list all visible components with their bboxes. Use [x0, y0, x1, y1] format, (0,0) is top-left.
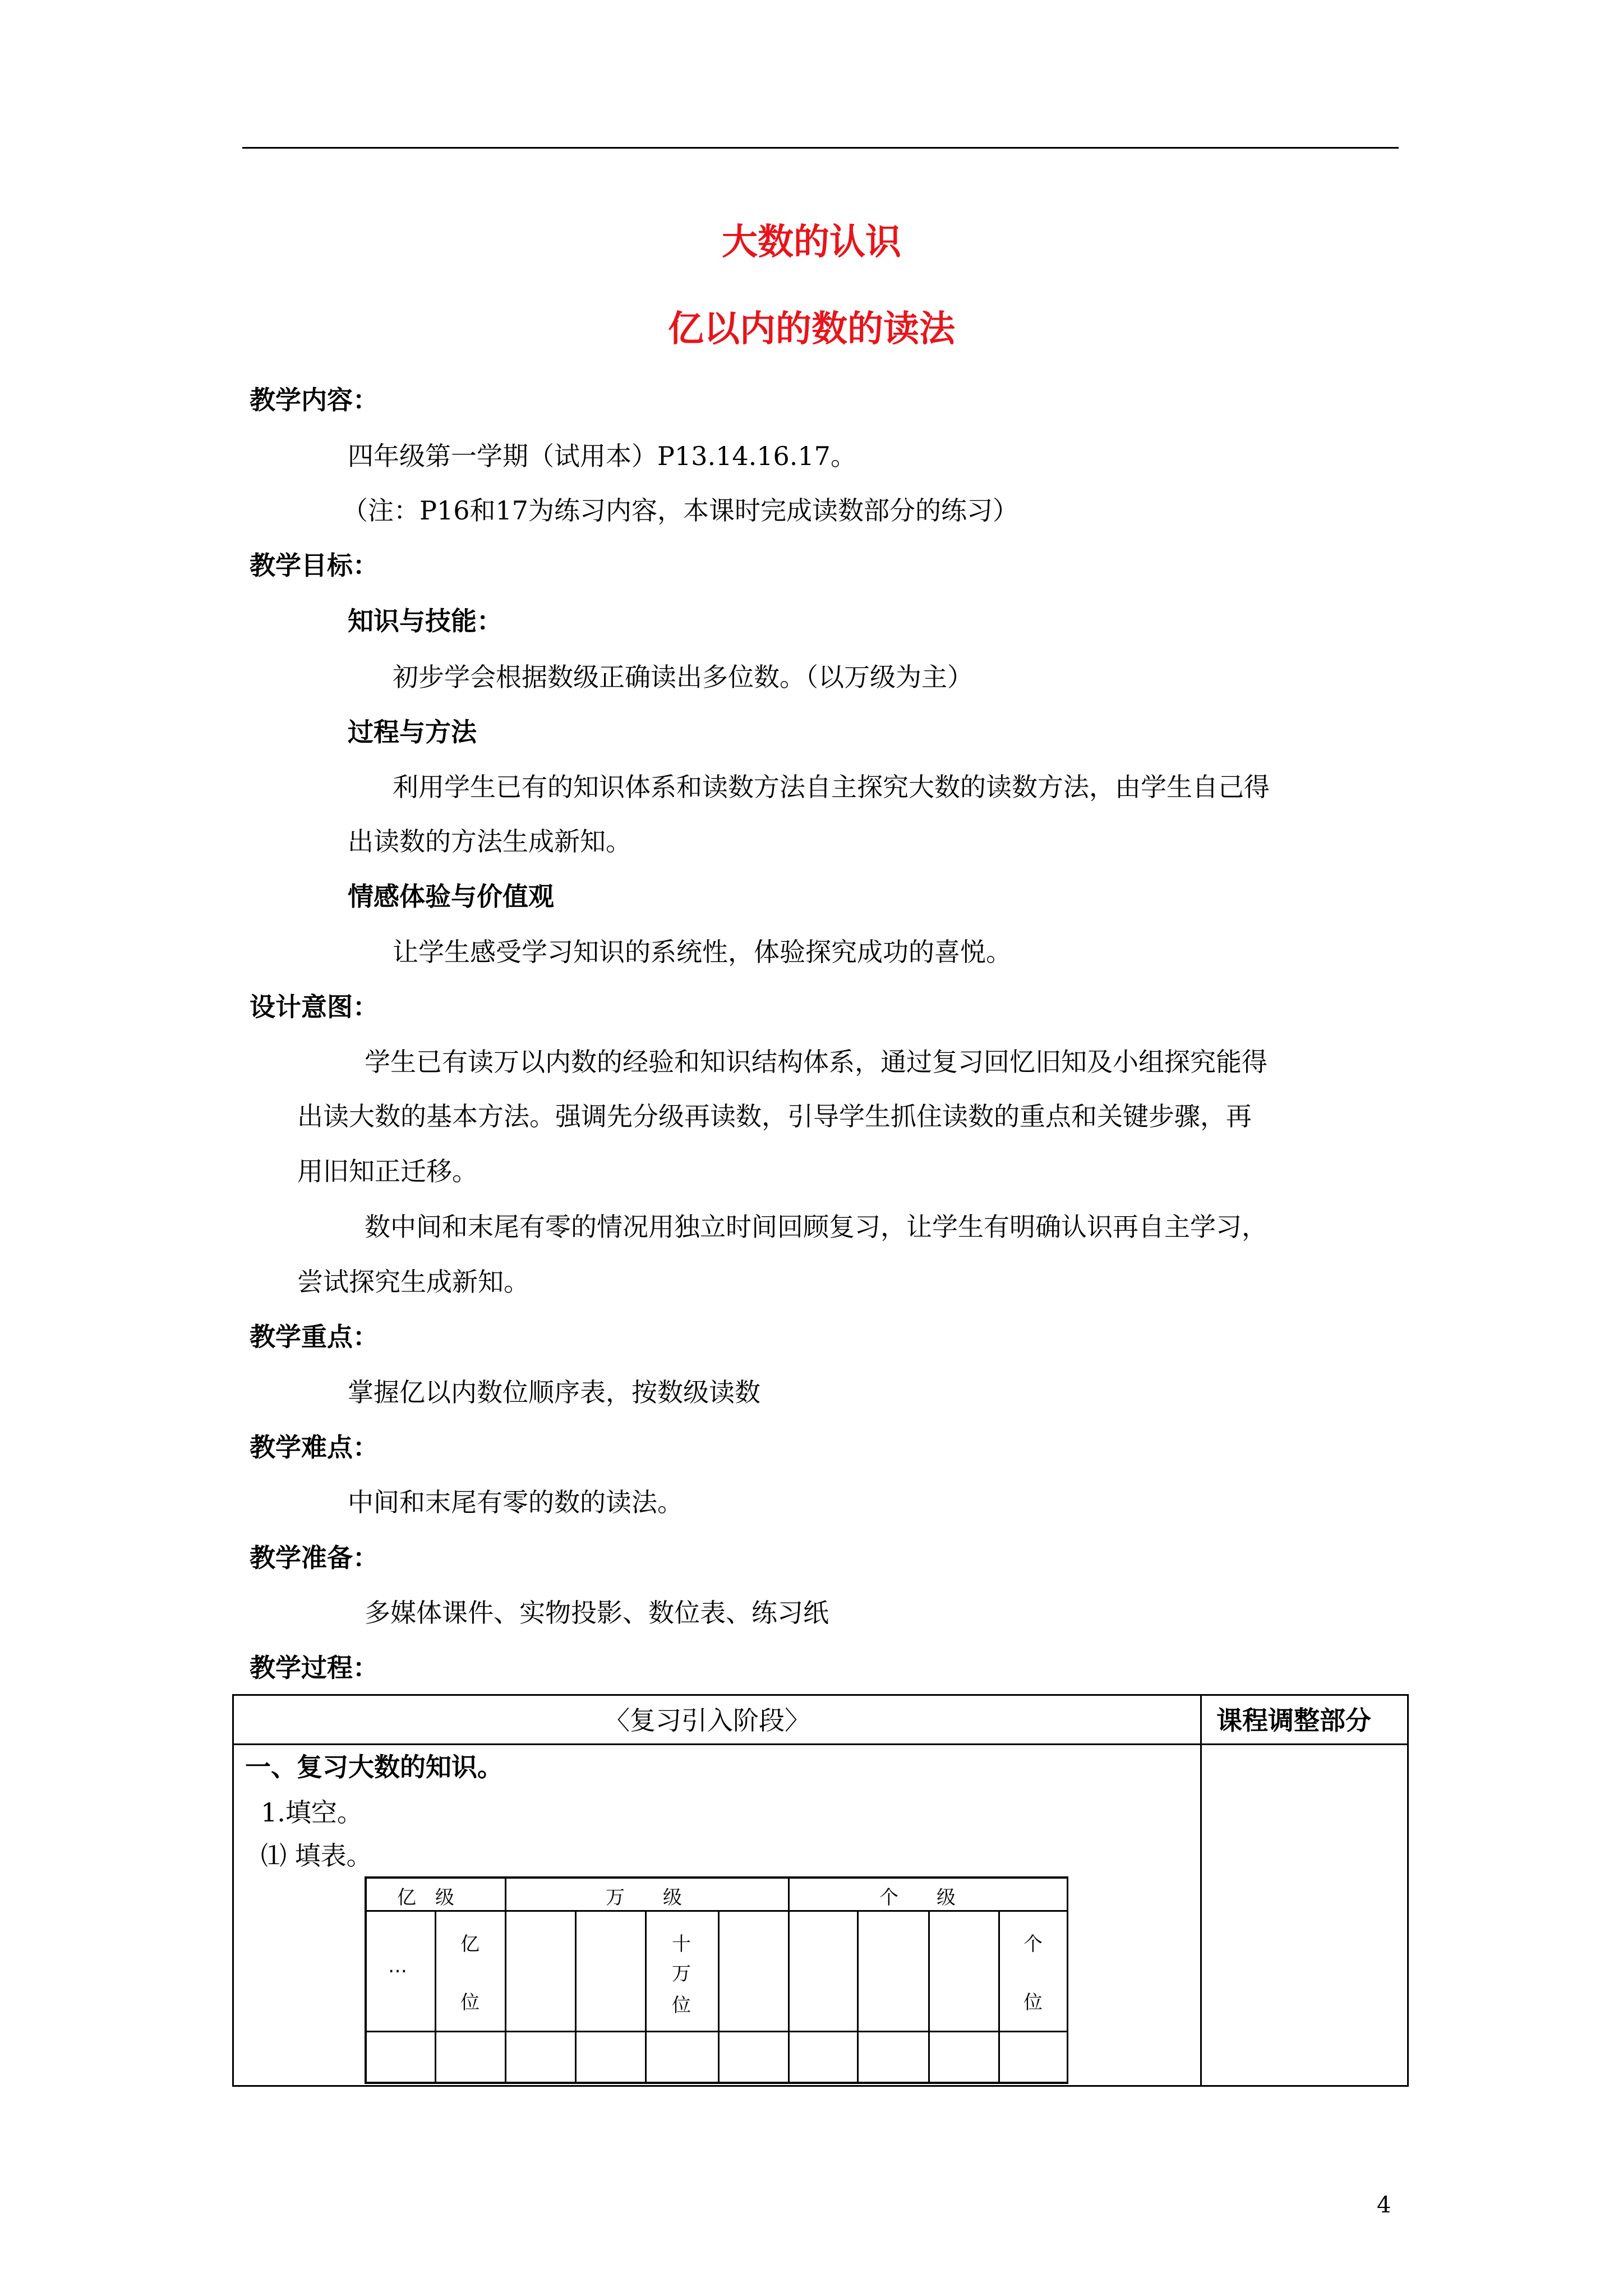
goals-heading: 教学目标： [250, 550, 379, 581]
process-method-heading: 过程与方法 [348, 717, 477, 747]
place-value-col-divider [857, 1910, 859, 2084]
emotion-heading: 情感体验与价值观 [348, 881, 554, 912]
header-rule [242, 147, 1399, 149]
place-value-col-divider [998, 1910, 1000, 2084]
shiwan-wei-char-3: 位 [672, 1994, 691, 2017]
group-ge-label: 个 级 [879, 1887, 956, 1909]
place-value-col-divider [435, 1910, 436, 2084]
design-para-1-line-2: 出读大数的基本方法。强调先分级再读数，引导学生抓住读数的重点和关键步骤，再 [297, 1101, 1252, 1131]
content-heading: 教学内容： [250, 385, 379, 415]
key-text: 掌握亿以内数位顺序表，按数级读数 [348, 1377, 760, 1407]
place-value-chart [365, 1876, 1068, 2084]
prep-text: 多媒体课件、实物投影、数位表、练习纸 [365, 1598, 829, 1628]
table-header-stage: 〈复习引入阶段〉 [604, 1705, 810, 1736]
key-heading: 教学重点： [250, 1322, 379, 1352]
knowledge-text: 初步学会根据数级正确读出多位数。（以万级为主） [393, 662, 973, 692]
document-title: 大数的认识 [722, 221, 901, 263]
table-item-heading: 一、复习大数的知识。 [245, 1752, 503, 1782]
yi-wei-char-2: 位 [460, 1991, 479, 2014]
page-number: 4 [1377, 2192, 1391, 2218]
place-value-col-divider [645, 1910, 647, 2084]
ge-wei-char-2: 位 [1023, 1991, 1043, 2014]
ellipsis-cell: … [388, 1955, 407, 1977]
table-item-1: 1.填空。 [261, 1797, 363, 1828]
group-wan-label: 万 级 [606, 1887, 682, 1909]
place-value-frame [365, 1876, 1068, 2084]
shiwan-wei-char-1: 十 [672, 1933, 691, 1955]
place-value-col-divider [718, 1910, 720, 2084]
place-value-col-divider [575, 1910, 577, 2084]
table-column-divider [1200, 1696, 1202, 2085]
yi-wei-char-1: 亿 [460, 1933, 479, 1955]
table-header-adjust: 课程调整部分 [1216, 1705, 1371, 1736]
prep-heading: 教学准备： [250, 1543, 379, 1573]
ge-wei-char-1: 个 [1023, 1933, 1043, 1955]
document-subtitle: 亿以内的数的读法 [668, 308, 955, 350]
design-para-1-line-3: 用旧知正迁移。 [297, 1156, 478, 1186]
shiwan-wei-char-2: 万 [672, 1963, 691, 1985]
table-item-1-1: ⑴ 填表。 [261, 1841, 372, 1871]
design-para-2-line-2: 尝试探究生成新知。 [297, 1267, 529, 1297]
place-value-group-divider-2 [788, 1876, 790, 2084]
process-method-text-1: 利用学生已有的知识体系和读数方法自主探究大数的读数方法，由学生自己得 [393, 772, 1270, 802]
group-yi-label: 亿 级 [397, 1887, 454, 1909]
content-line-2: （注：P16和17为练习内容，本课时完成读数部分的练习） [342, 495, 1019, 526]
knowledge-heading: 知识与技能： [348, 606, 502, 636]
place-value-header-line [365, 1910, 1068, 1912]
table-header-divider [234, 1743, 1407, 1745]
design-heading: 设计意图： [250, 992, 379, 1022]
place-value-row-line [365, 2031, 1068, 2032]
place-value-col-divider [928, 1910, 930, 2084]
teaching-process-heading: 教学过程： [250, 1653, 379, 1683]
design-para-2-line-1: 数中间和末尾有零的情况用独立时间回顾复习，让学生有明确认识再自主学习， [365, 1212, 1267, 1242]
difficult-text: 中间和末尾有零的数的读法。 [348, 1487, 683, 1517]
content-line-1: 四年级第一学期（试用本）P13.14.16.17。 [348, 441, 856, 471]
design-para-1-line-1: 学生已有读万以内数的经验和知识结构体系，通过复习回忆旧知及小组探究能得 [365, 1047, 1267, 1077]
place-value-group-divider-1 [505, 1876, 506, 2084]
difficult-heading: 教学难点： [250, 1432, 379, 1462]
emotion-text: 让学生感受学习知识的系统性，体验探究成功的喜悦。 [393, 937, 1012, 967]
process-method-text-2: 出读数的方法生成新知。 [348, 826, 631, 857]
